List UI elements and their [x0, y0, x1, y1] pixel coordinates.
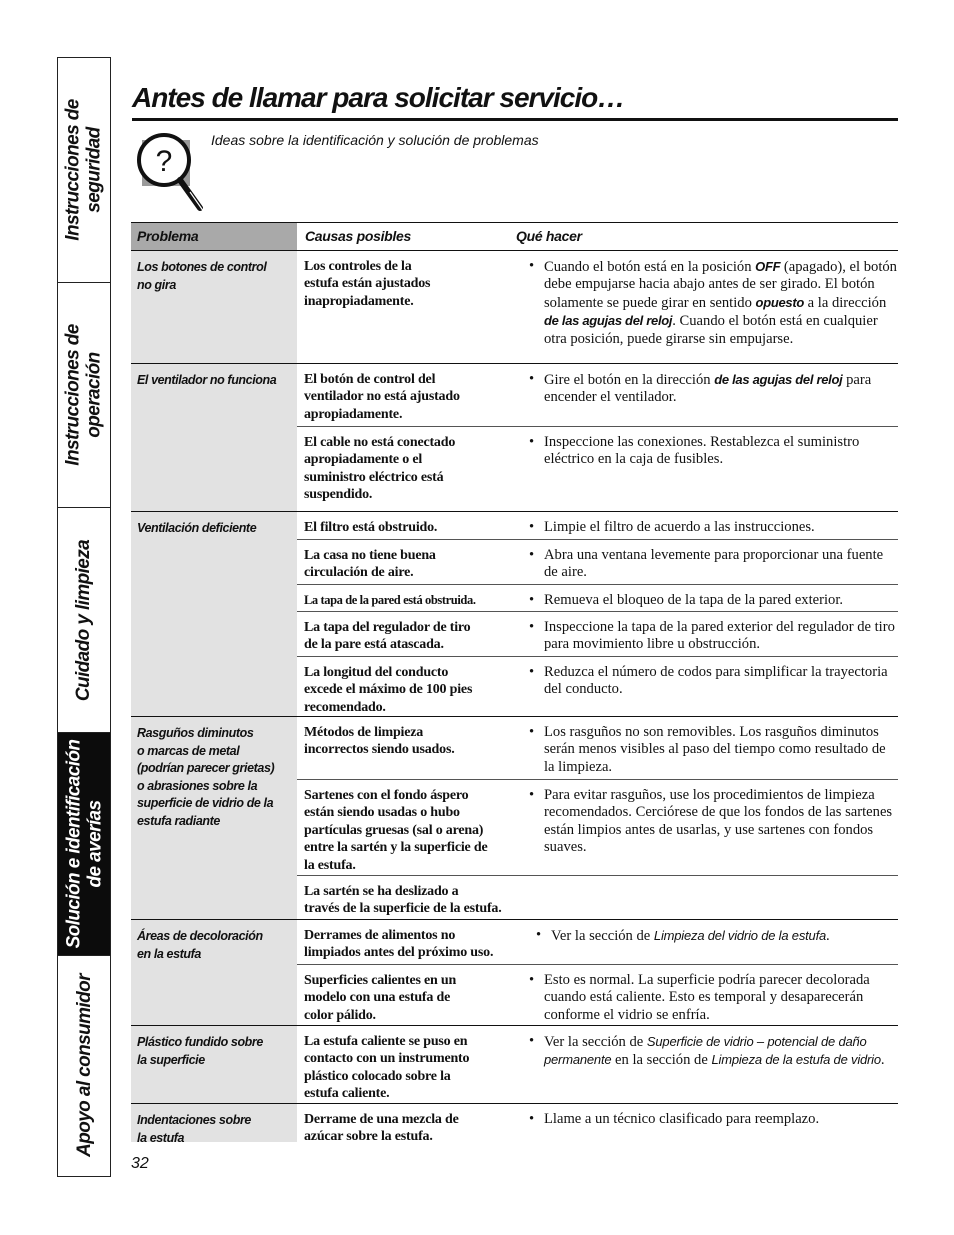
what-to-do — [528, 371, 898, 407]
instruction-text: Los rasguños no son removibles. Los rasguños diminutos serán menos visibles al paso del tiempo como resultado de la limpieza. — [544, 724, 886, 775]
possible-cause: El filtro está obstruido. — [304, 520, 438, 535]
instruction-text: Gire el botón en la dirección — [544, 372, 715, 388]
cause-row — [297, 540, 898, 585]
emphasis-text: Limpieza del vidrio de la estufa — [653, 928, 827, 943]
instruction-text: Abra una ventana levemente para proporcionar una fuente de aire. — [544, 547, 884, 581]
possible-cause: Derrame de una mezcla de azúcar sobre la estufa. — [304, 1112, 459, 1145]
what-to-do — [528, 787, 898, 857]
table-body — [131, 251, 898, 1153]
possible-cause: Sartenes con el fondo áspero están siendo usadas o hubo partículas gruesas (sal o arena) entre la sartén y la superficie de la estufa. — [304, 788, 488, 873]
problem-group — [131, 512, 898, 717]
instruction-text: Esto es normal. La superficie podría parecer decolorada cuando está caliente. Esto es temporal y desaparecerán conforme el vidrio se enfría. — [544, 972, 870, 1023]
problem-group — [131, 717, 898, 920]
possible-cause: La sartén se ha deslizado a través de la superficie de la estufa. — [304, 884, 502, 917]
possible-cause: El cable no está conectado apropiadamente o el suministro eléctrico está suspendido. — [304, 435, 456, 503]
cause-row — [297, 920, 898, 965]
page-subtitle: Ideas sobre la identificación y solución de problemas — [211, 132, 539, 148]
cause-row — [297, 251, 898, 363]
instruction-text: Ver la sección de — [544, 1034, 647, 1050]
what-to-do — [528, 519, 898, 536]
emphasis-text: Limpieza de la estufa de vidrio — [711, 1052, 881, 1068]
possible-cause: La estufa caliente se puso en contacto con un instrumento plástico colocado sobre la estufa caliente. — [304, 1034, 470, 1102]
tab-operating-instructions[interactable] — [58, 283, 110, 508]
tab-label: Solución e identificación de averías — [63, 739, 105, 949]
problem-label: Rasguños diminutos o marcas de metal (podrían parecer grietas) o abrasiones sobre la superficie de vidrio de la estufa radiante — [137, 726, 275, 828]
what-to-do — [528, 972, 898, 1024]
possible-cause: La longitud del conducto excede el máximo de 100 pies recomendado. — [304, 665, 473, 715]
instruction-text: Limpie el filtro de acuerdo a las instrucciones. — [544, 519, 815, 535]
problem-label: Ventilación deficiente — [137, 521, 257, 535]
instruction-text: Ver la sección de — [551, 928, 654, 944]
cause-row — [297, 1026, 898, 1103]
what-to-do — [528, 592, 898, 609]
page-number: 32 — [131, 1155, 149, 1172]
what-to-do — [535, 927, 898, 945]
possible-cause: La tapa de la pared está obstruida. — [304, 593, 476, 607]
header-what-to-do: Qué hacer — [516, 228, 582, 244]
problem-label: Áreas de decoloración en la estufa — [137, 929, 263, 961]
cause-row — [297, 427, 898, 511]
cause-row — [297, 585, 898, 612]
cause-row — [297, 876, 898, 919]
svg-text:?: ? — [155, 145, 173, 178]
table-header — [131, 222, 898, 251]
problem-group — [131, 920, 898, 1026]
emphasis-text: Superficie de vidrio – potencial de daño permanente — [544, 1034, 867, 1068]
cause-row — [297, 364, 898, 427]
magnifier-question-icon — [132, 130, 212, 220]
problem-label: Los botones de control no gira — [137, 260, 267, 292]
cause-row — [297, 1104, 898, 1153]
instruction-text: . — [880, 1052, 885, 1069]
problem-label: Indentaciones sobre la estufa — [137, 1113, 251, 1145]
tab-safety-instructions[interactable] — [58, 58, 110, 283]
possible-cause: Métodos de limpieza incorrectos siendo usados. — [304, 725, 455, 758]
instruction-text: Cuando el botón está en la posición — [544, 259, 756, 275]
instruction-text: Inspeccione las conexiones. Restablezca el suministro eléctrico en la caja de fusibles. — [544, 434, 860, 468]
instruction-text: en la sección de — [611, 1052, 712, 1069]
tab-care-cleaning[interactable] — [58, 508, 110, 733]
instruction-text: a la dirección — [804, 294, 887, 311]
possible-cause: El botón de control del ventilador no está ajustado apropiadamente. — [304, 372, 460, 422]
emphasis-text: de las agujas del reloj — [544, 313, 673, 329]
tab-label: Cuidado y limpieza — [73, 539, 95, 701]
instruction-text: . — [826, 928, 830, 944]
problem-group — [131, 1026, 898, 1104]
instruction-text: Remueva el bloqueo de la tapa de la pared exterior. — [544, 592, 844, 608]
instruction-text: Llame a un técnico clasificado para reemplazo. — [544, 1111, 820, 1127]
possible-cause: Derrames de alimentos no limpiados antes del próximo uso. — [304, 928, 494, 961]
what-to-do — [528, 547, 898, 582]
possible-cause: La tapa del regulador de tiro de la pare está atascada. — [304, 620, 471, 653]
what-to-do — [528, 619, 898, 654]
title-divider — [132, 118, 898, 121]
what-to-do — [528, 434, 898, 469]
side-tab-bar — [57, 57, 111, 1177]
problem-group — [131, 364, 898, 512]
possible-cause: Superficies calientes en un modelo con una estufa de color pálido. — [304, 973, 457, 1023]
tab-consumer-support[interactable] — [58, 956, 110, 1175]
instruction-text: . Cuando el botón está en cualquier otra posición, puede girarse sin empujarse. — [544, 313, 878, 347]
instruction-text: Inspeccione la tapa de la pared exterior del regulador de tiro para movimiento libre u obstrucción. — [544, 619, 895, 653]
what-to-do — [528, 1111, 898, 1128]
header-causes: Causas posibles — [305, 228, 411, 244]
emphasis-text: opuesto — [755, 294, 804, 310]
problem-group — [131, 1104, 898, 1153]
cause-row — [297, 512, 898, 540]
emphasis-text: de las agujas del reloj — [714, 372, 843, 387]
problem-label: Plástico fundido sobre la superficie — [137, 1035, 263, 1067]
tab-label: Instrucciones de seguridad — [63, 99, 106, 241]
what-to-do — [528, 664, 898, 699]
instruction-text: (apagado), el botón debe empujarse hacia abajo antes de ser girado. El botón solamente se puede girar en sentido — [544, 259, 897, 311]
what-to-do — [528, 1033, 898, 1070]
problem-label: El ventilador no funciona — [137, 373, 277, 387]
instruction-text: Reduzca el número de codos para simplificar la trayectoria del conducto. — [544, 664, 888, 698]
tab-troubleshooting[interactable] — [58, 733, 110, 956]
emphasis-text: OFF — [755, 259, 781, 274]
cause-row — [297, 780, 898, 876]
what-to-do — [528, 724, 898, 776]
header-problem: Problema — [137, 228, 199, 244]
cause-row — [297, 612, 898, 657]
tab-label: Instrucciones de operación — [63, 324, 106, 466]
instruction-text: para encender el ventilador. — [544, 372, 872, 406]
cause-row — [297, 657, 898, 716]
page-title: Antes de llamar para solicitar servicio… — [132, 82, 625, 113]
tab-label: Apoyo al consumidor — [73, 974, 95, 1157]
cause-row — [297, 717, 898, 780]
possible-cause: Los controles de la estufa están ajustados inapropiadamente. — [304, 259, 431, 309]
possible-cause: La casa no tiene buena circulación de aire. — [304, 548, 436, 581]
problem-group — [131, 251, 898, 364]
cause-row — [297, 965, 898, 1025]
what-to-do — [528, 258, 898, 348]
instruction-text: Para evitar rasguños, use los procedimientos de limpieza recomendados. Cerciórese de que los fondos de las sartenes están limpios antes de usarlas, y use sartenes con fondos suaves. — [544, 787, 893, 856]
